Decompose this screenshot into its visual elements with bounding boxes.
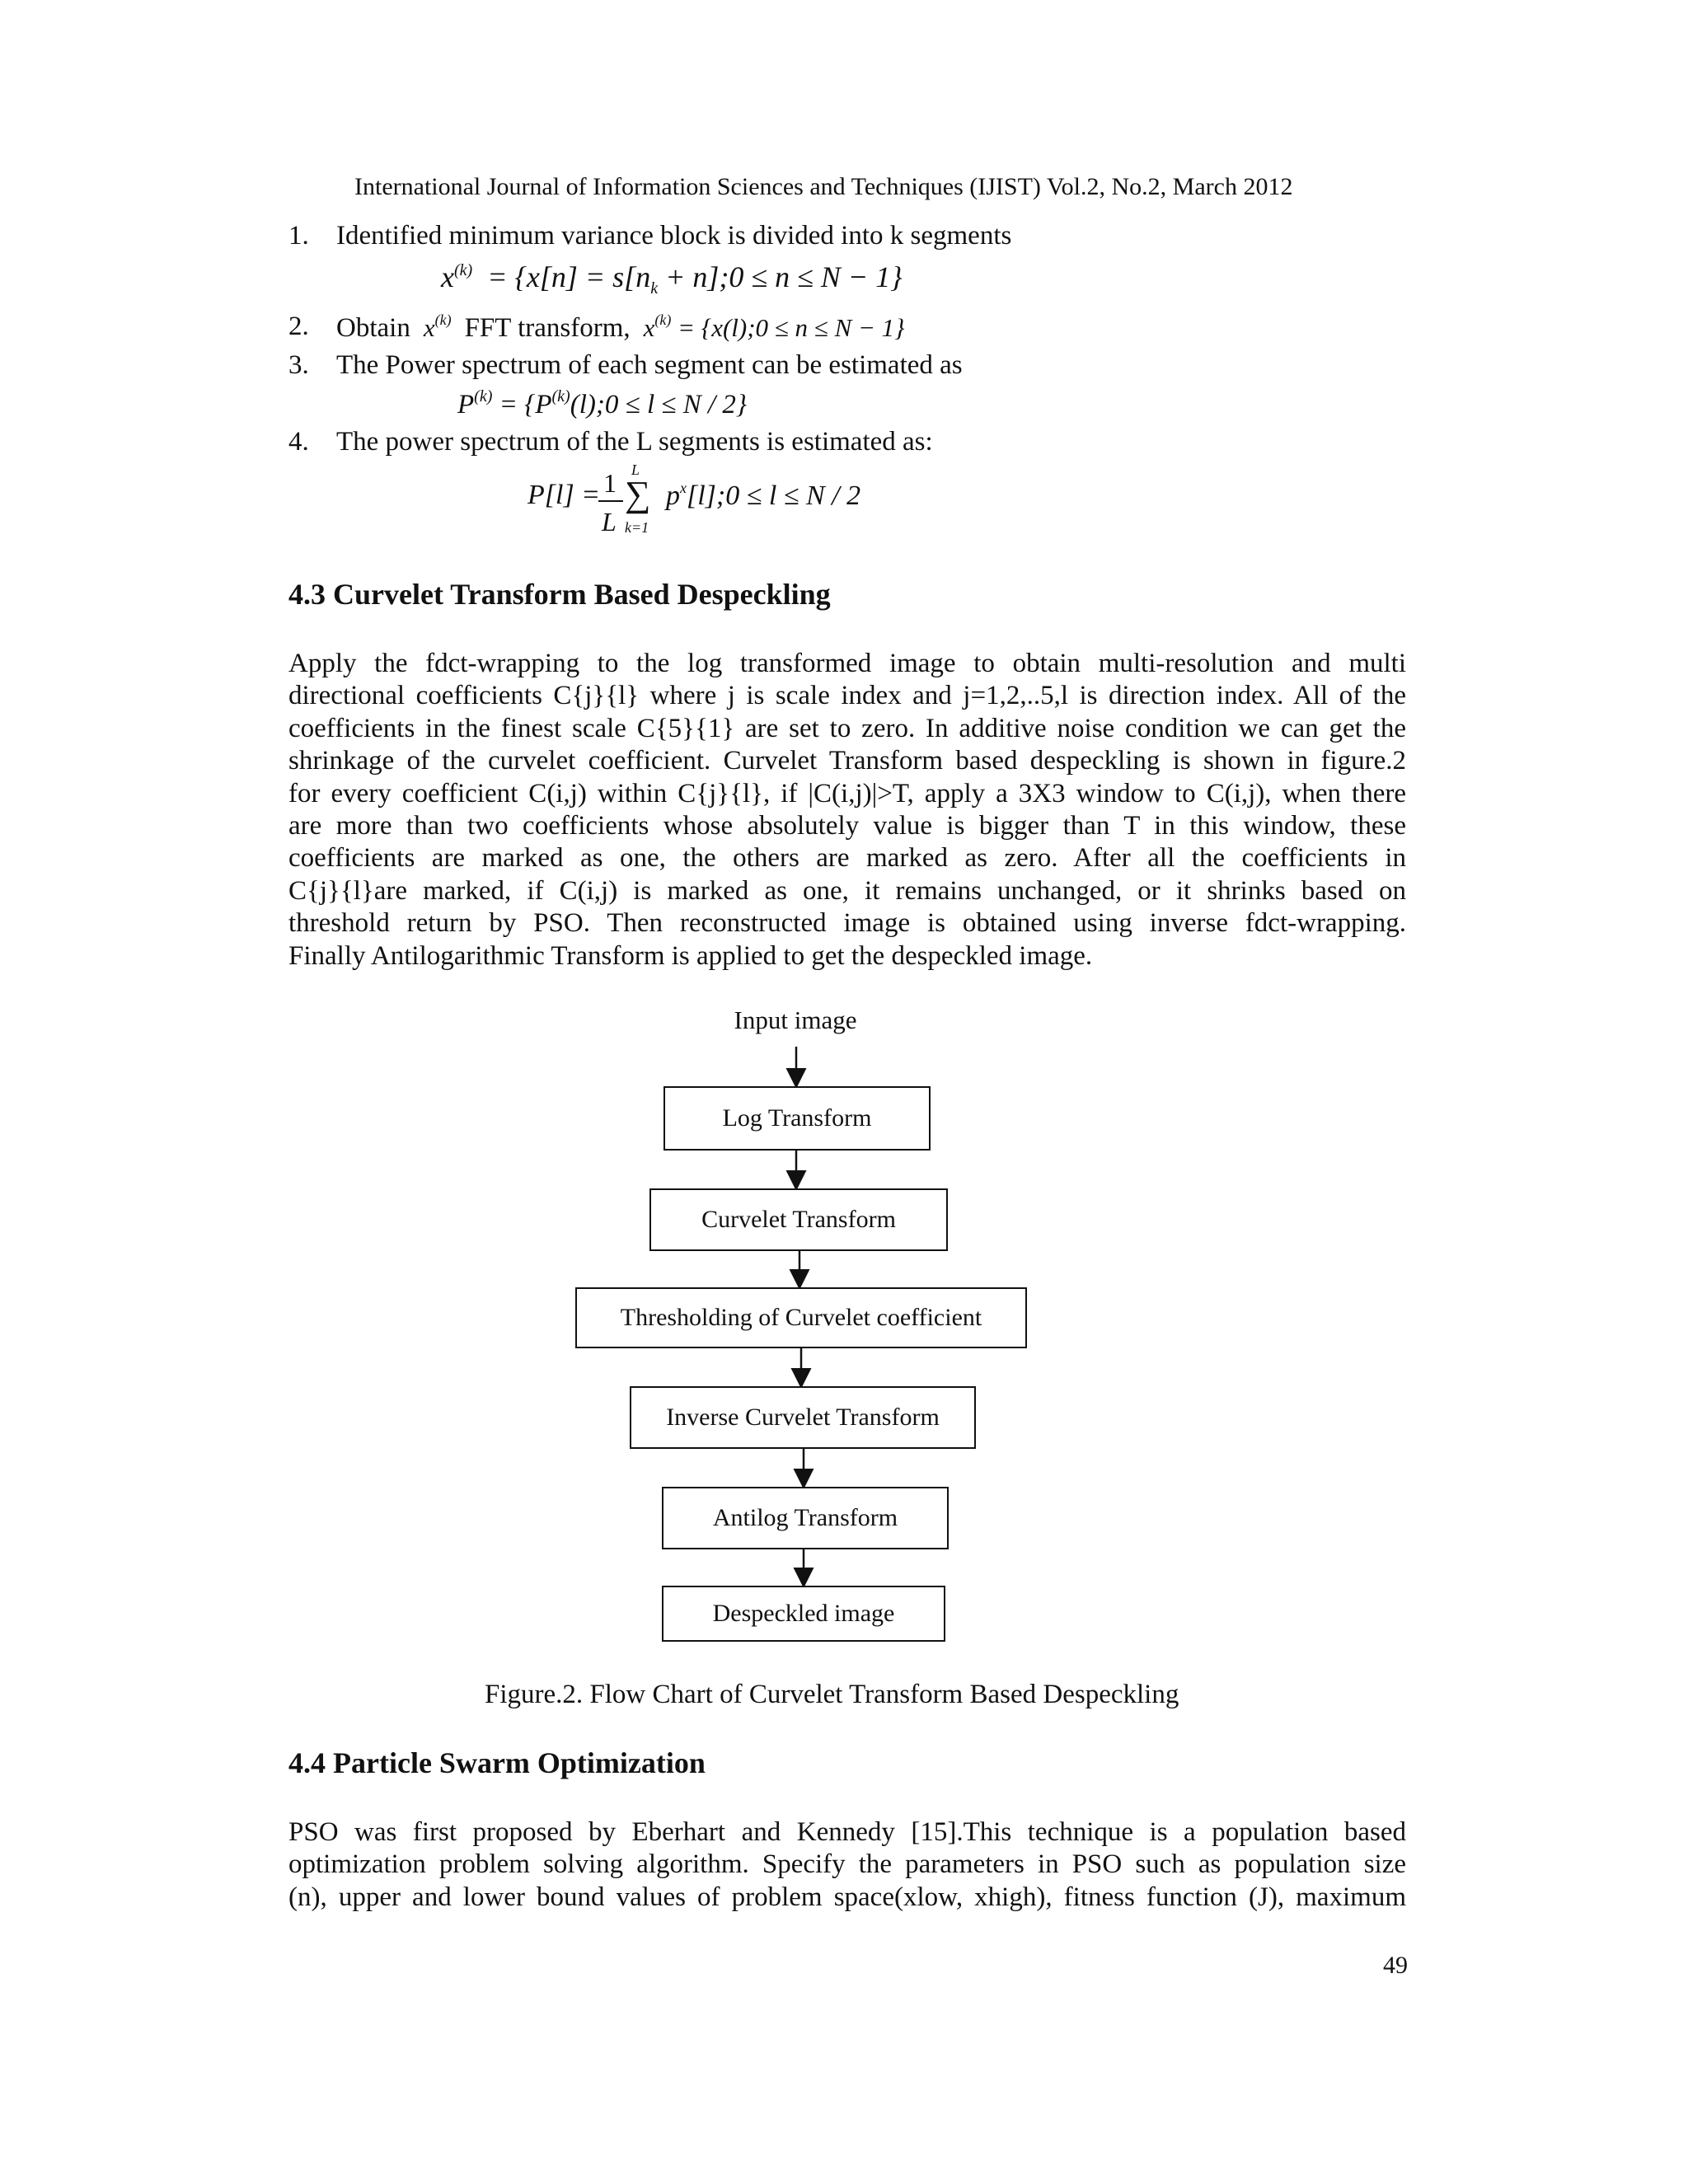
paragraph-line: Apply the fdct-wrapping to the log transformed image to obtain multi-resolution and multi	[288, 649, 1406, 678]
flowchart-step-log-transform: Log Transform	[663, 1086, 931, 1151]
flowchart-step-curvelet-transform: Curvelet Transform	[649, 1188, 948, 1251]
equation-fft: $x^{(k)}$ = {x(l);0 ≤ n ≤ N − 1}	[636, 312, 905, 342]
paragraph-line: coefficients in the finest scale C{5}{1} are set to zero. In additive noise condition we can get the	[288, 713, 1406, 743]
step-number: 3.	[288, 350, 309, 380]
running-header: International Journal of Information Sciences and Techniques (IJIST) Vol.2, No.2, March 2012	[354, 173, 1293, 200]
equation-average-power: P[l] = 1 L L ∑ k=1 $p^x[l];0 \le l \le N / 2$	[528, 462, 861, 537]
step-text: The Power spectrum of each segment can be estimated as	[336, 350, 963, 380]
page-number: 49	[1383, 1952, 1408, 1979]
section-heading-4-3: 4.3 Curvelet Transform Based Despeckling	[288, 578, 831, 611]
paragraph-line: for every coefficient C(i,j) within C{j}{l}, if |C(i,j)|>T, apply a 3X3 window to C(i,j), when there	[288, 778, 1406, 808]
step-number: 2.	[288, 312, 309, 341]
step-text-a: Obtain	[336, 313, 410, 343]
equation-power-spectrum: $P^{(k)}$ = $\{P^{(k)}(l);0 \le l \le N / 2\}$	[457, 387, 748, 419]
flowchart-input-label: Input image	[734, 1005, 857, 1034]
flowchart-step-despeckled-image: Despeckled image	[662, 1586, 945, 1642]
paragraph-line: are more than two coefficients whose absolutely value is bigger than T in this window, these	[288, 810, 1406, 841]
step-number: 4.	[288, 427, 309, 457]
paragraph-line: shrinkage of the curvelet coefficient. Curvelet Transform based despeckling is shown in figure.2	[288, 746, 1406, 776]
paragraph-line: threshold return by PSO. Then reconstructed image is obtained using inverse fdct-wrapping.	[288, 908, 1406, 939]
paragraph-line: coefficients are marked as one, the others are marked as zero. After all the coefficients in	[288, 843, 1406, 874]
section-4-4-paragraph	[288, 1816, 1406, 1914]
paragraph-line: directional coefficients C{j}{l} where j is scale index and j=1,2,..5,l is direction index. All of the	[288, 681, 1406, 711]
equation-x-k: $x^{(k)}$	[417, 312, 452, 342]
paragraph-line: Finally Antilogarithmic Transform is applied to get the despeckled image.	[288, 940, 1093, 971]
section-heading-4-4: 4.4 Particle Swarm Optimization	[288, 1746, 706, 1779]
flowchart-step-thresholding: Thresholding of Curvelet coefficient	[575, 1287, 1027, 1348]
paragraph-line: optimization problem solving algorithm. Specify the parameters in PSO such as population size	[288, 1849, 1406, 1880]
flowchart-step-inverse-curvelet: Inverse Curvelet Transform	[630, 1386, 976, 1449]
step-text: The power spectrum of the L segments is estimated as:	[336, 427, 933, 457]
flowchart-step-antilog-transform: Antilog Transform	[662, 1487, 949, 1549]
paragraph-line: (n), upper and lower bound values of problem space(xlow, xhigh), fitness function (J), maximum	[288, 1882, 1406, 1912]
paragraph-line: C{j}{l}are marked, if C(i,j) is marked as one, it remains unchanged, or it shrinks based on	[288, 875, 1406, 906]
paragraph-line: PSO was first proposed by Eberhart and Kennedy [15].This technique is a population based	[288, 1817, 1406, 1847]
step-text-b: FFT transform,	[464, 313, 631, 343]
step-number: 1.	[288, 221, 309, 251]
step-text: Identified minimum variance block is divided into k segments	[336, 221, 1012, 251]
equation-segments: $x^{(k)} = \{x[n] = s[n_k$ + n];0 ≤ n ≤ N − 1}	[441, 260, 903, 298]
figure-caption: Figure.2. Flow Chart of Curvelet Transform Based Despeckling	[485, 1680, 1179, 1709]
